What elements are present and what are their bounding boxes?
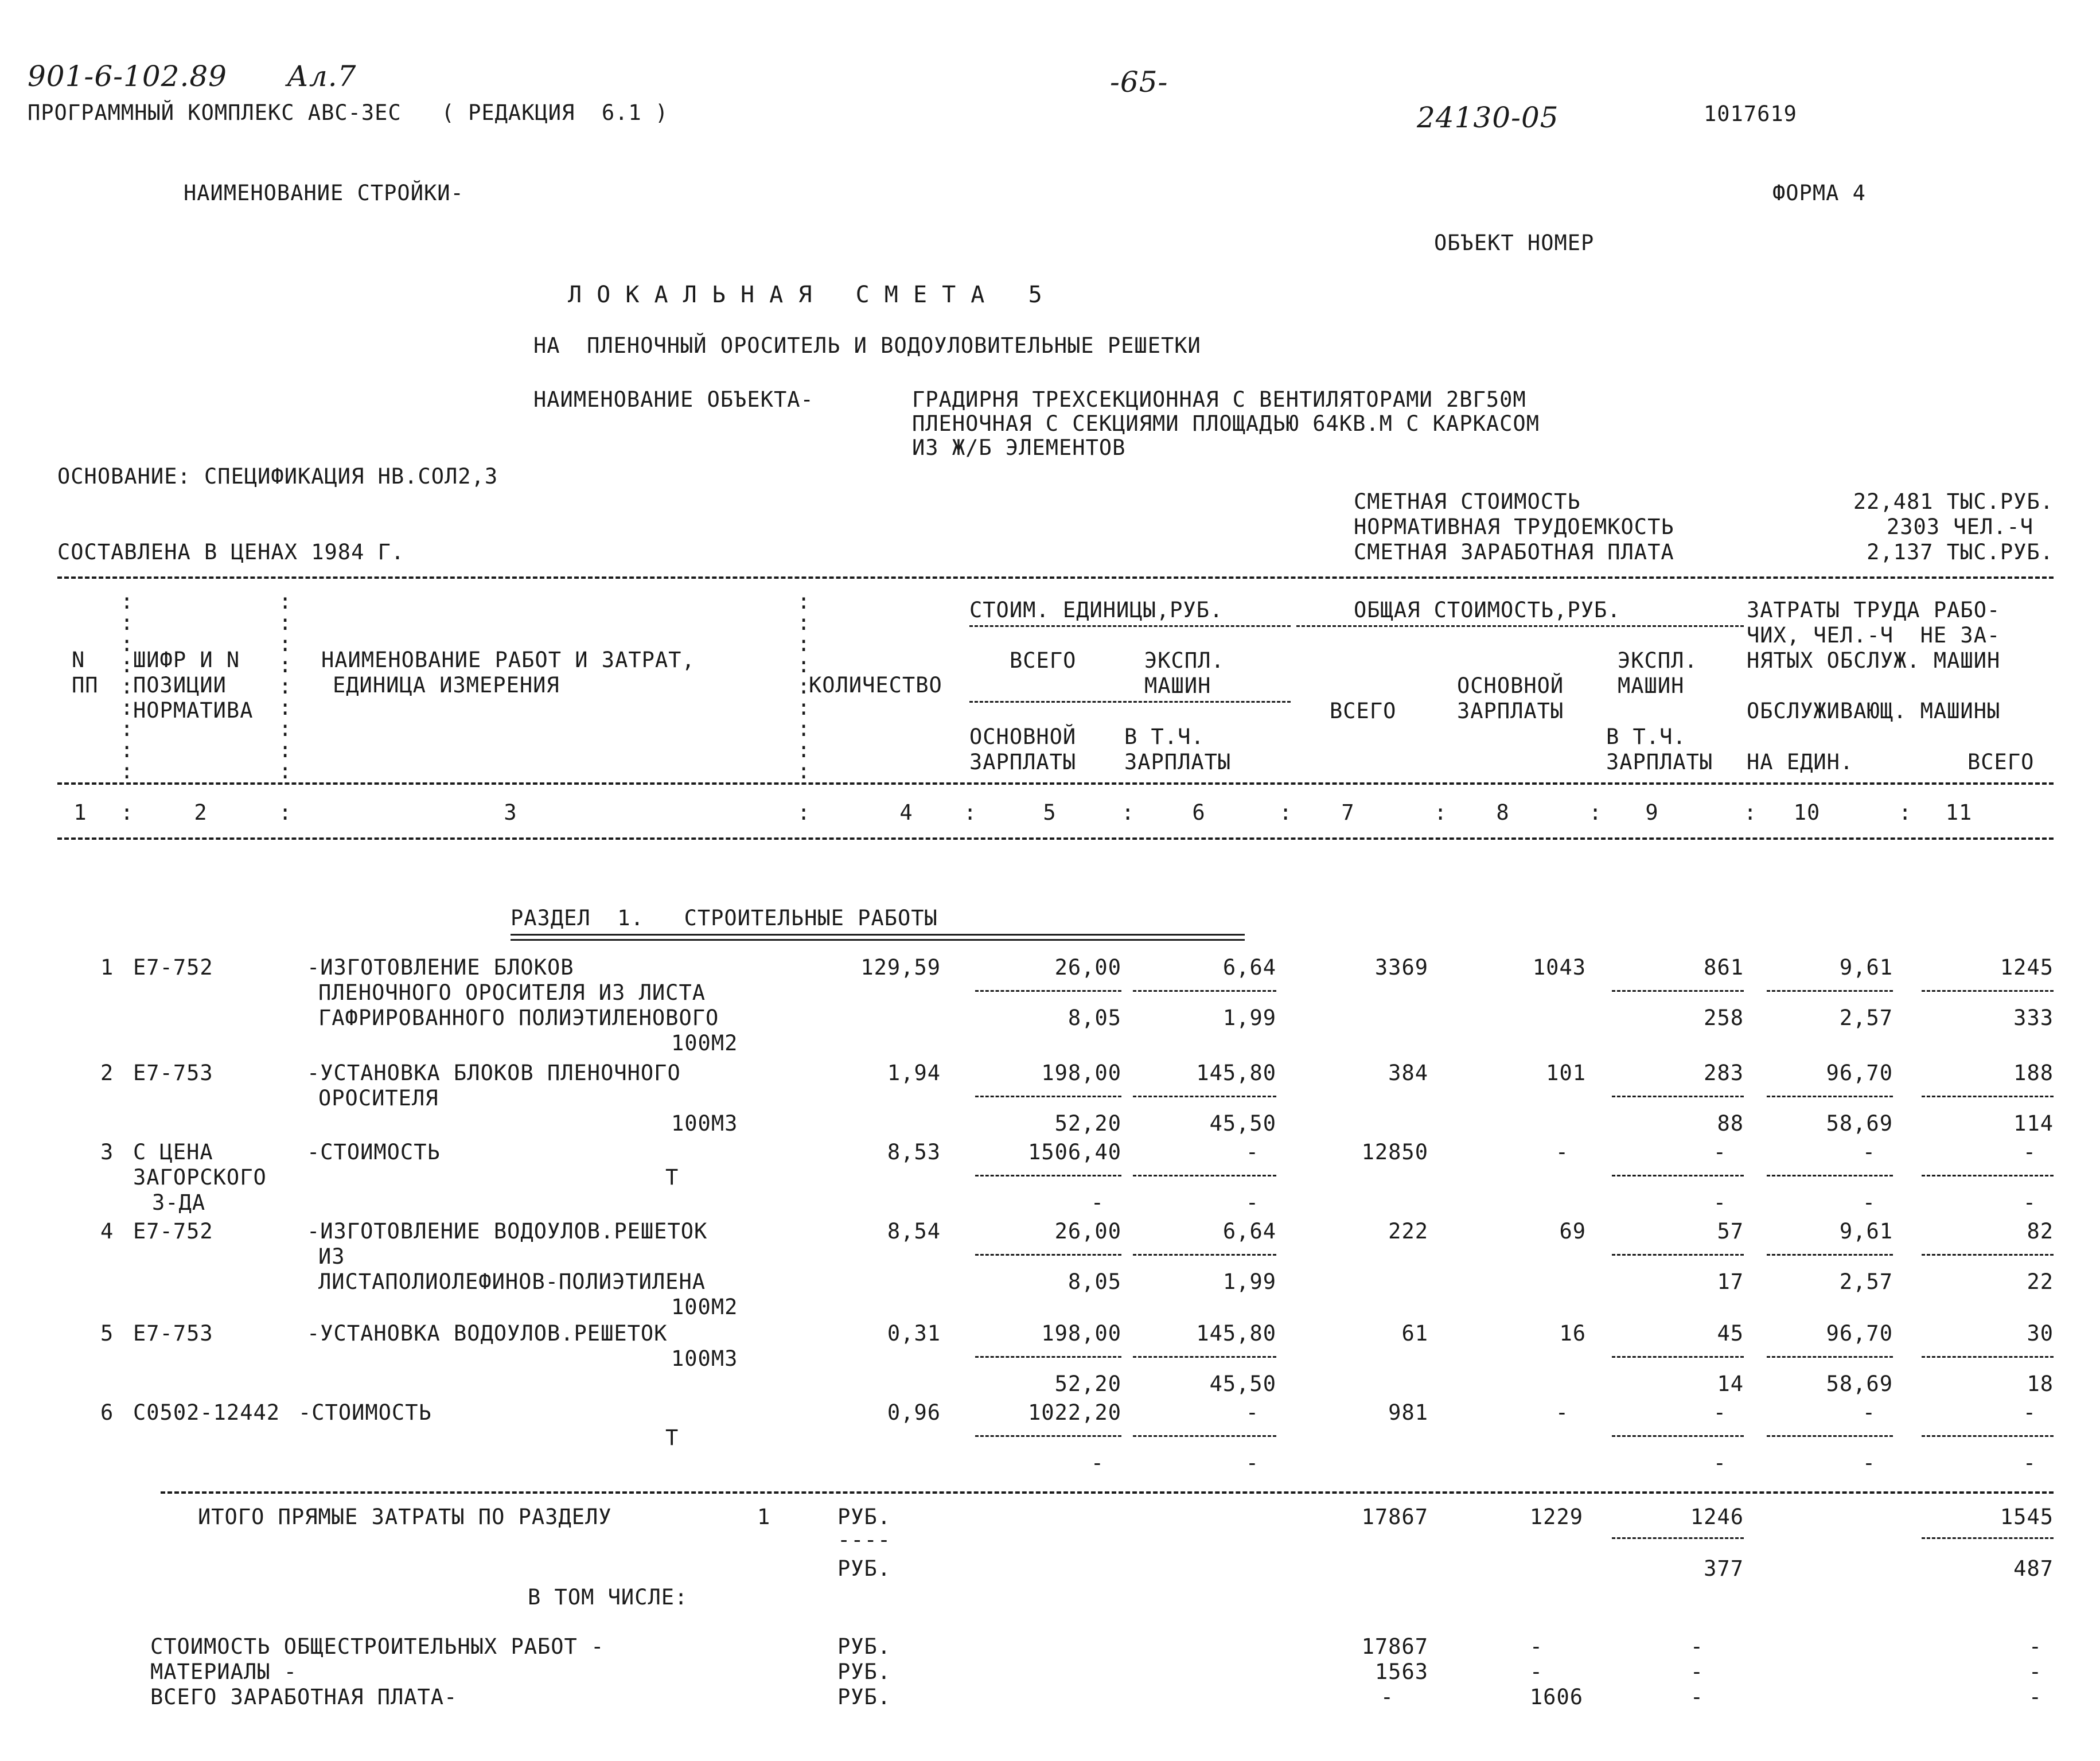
- hdr-rule-unit: [969, 625, 1291, 627]
- hdr-c10: НА ЕДИН.: [1747, 750, 1854, 774]
- hdr-col2-c: НОРМАТИВА: [133, 698, 254, 723]
- row-name: -УСТАНОВКА БЛОКОВ ПЛЕНОЧНОГО: [307, 1061, 681, 1085]
- summary-label-wages: СМЕТНАЯ ЗАРАБОТНАЯ ПЛАТА: [1354, 540, 1674, 564]
- row-c9: 861: [1704, 955, 1744, 980]
- row-c5b: -: [1090, 1190, 1104, 1215]
- hdr-labor-sub: ОБСЛУЖИВАЮЩ. МАШИНЫ: [1747, 699, 2001, 723]
- row-unit: 100М3: [671, 1111, 738, 1136]
- breakdown-currency: РУБ.: [837, 1634, 891, 1659]
- col-num: 3: [504, 800, 517, 825]
- row-c6b: 45,50: [1209, 1372, 1276, 1396]
- row-name: ОРОСИТЕЛЯ: [318, 1086, 439, 1111]
- hdr-c6b-a: В Т.Ч.: [1124, 724, 1205, 749]
- row-c6b: -: [1245, 1451, 1259, 1475]
- row-c11: 30: [2027, 1321, 2054, 1346]
- row-rule-c6: [1133, 1356, 1276, 1358]
- row-c10: 96,70: [1826, 1061, 1893, 1085]
- row-rule-c9: [1612, 1254, 1744, 1256]
- row-number: 3: [100, 1140, 114, 1164]
- program-name: ПРОГРАММНЫЙ КОМПЛЕКС АВС-3ЕС ( РЕДАКЦИЯ 6.1 ): [28, 100, 669, 125]
- hdr-rule-total: [1296, 625, 1744, 627]
- totals-c11: 1545: [2000, 1505, 2054, 1529]
- row-c5: 26,00: [1054, 955, 1121, 980]
- row-name: ГАФРИРОВАННОГО ПОЛИЭТИЛЕНОВОГО: [318, 1006, 719, 1030]
- row-c11: 82: [2027, 1219, 2054, 1244]
- object-name-label: НАИМЕНОВАНИЕ ОБЪЕКТА-: [533, 387, 814, 412]
- totals-currency-2: РУБ.: [837, 1556, 891, 1581]
- row-c6: 145,80: [1196, 1321, 1276, 1346]
- row-c8: -: [1555, 1140, 1569, 1164]
- row-rule-c6: [1133, 1435, 1276, 1437]
- row-rule-c6: [1133, 1175, 1276, 1176]
- row-rule-c10: [1767, 1254, 1893, 1256]
- hdr-c6-b: МАШИН: [1144, 673, 1211, 698]
- row-rule-c10: [1767, 1356, 1893, 1358]
- hdr-c9b-b: ЗАРПЛАТЫ: [1606, 750, 1713, 774]
- row-c5b: -: [1090, 1451, 1104, 1475]
- row-rule-c11: [1922, 1254, 2054, 1256]
- header-bottom-rule: [57, 837, 2054, 840]
- hdr-c8-a: ОСНОВНОЙ: [1457, 673, 1564, 698]
- hdr-total-cost: ОБЩАЯ СТОИМОСТЬ,РУБ.: [1354, 598, 1621, 622]
- row-c5: 1506,40: [1028, 1140, 1121, 1164]
- row-c5b: 52,20: [1054, 1372, 1121, 1396]
- row-c6: -: [1245, 1400, 1259, 1425]
- row-rule-c9: [1612, 990, 1744, 992]
- page-title: Л О К А Л Ь Н А Я С М Е Т А 5: [568, 282, 1043, 308]
- col-num: 9: [1645, 800, 1659, 825]
- summary-label-labor: НОРМАТИВНАЯ ТРУДОЕМКОСТЬ: [1354, 515, 1674, 539]
- row-c8: 69: [1559, 1219, 1586, 1244]
- row-rule-c11: [1922, 1096, 2054, 1097]
- row-c9b: 258: [1704, 1006, 1744, 1030]
- breakdown-c9: -: [1690, 1685, 1704, 1709]
- row-c9: 283: [1704, 1061, 1744, 1085]
- object-number-label: ОБЪЕКТ НОМЕР: [1434, 231, 1595, 255]
- row-c6b: 1,99: [1222, 1269, 1276, 1294]
- row-c10: -: [1862, 1400, 1876, 1425]
- section-title: РАЗДЕЛ 1. СТРОИТЕЛЬНЫЕ РАБОТЫ: [511, 906, 938, 930]
- breakdown-c8: 1606: [1529, 1685, 1583, 1709]
- row-code: Е7-753: [133, 1061, 213, 1085]
- row-c7: 3369: [1374, 955, 1428, 980]
- row-c10: 9,61: [1839, 955, 1893, 980]
- row-number: 4: [100, 1219, 114, 1244]
- row-c7: 222: [1388, 1219, 1428, 1244]
- hdr-unit-cost: СТОИМ. ЕДИНИЦЫ,РУБ.: [969, 598, 1224, 622]
- row-c11: 188: [2013, 1061, 2054, 1085]
- row-rule-c6: [1133, 1254, 1276, 1256]
- estimate-subject: НА ПЛЕНОЧНЫЙ ОРОСИТЕЛЬ И ВОДОУЛОВИТЕЛЬНЫЕ РЕШЕТКИ: [533, 333, 1201, 358]
- col-num: 10: [1793, 800, 1821, 825]
- row-qty: 0,31: [887, 1321, 941, 1346]
- totals-including: В ТОМ ЧИСЛЕ:: [528, 1585, 688, 1610]
- row-c11b: 18: [2027, 1372, 2054, 1396]
- row-qty: 1,94: [887, 1061, 941, 1085]
- row-name: ЛИСТАПОЛИОЛЕФИНОВ-ПОЛИЭТИЛЕНА: [318, 1269, 706, 1294]
- hdr-c7: ВСЕГО: [1330, 699, 1397, 723]
- row-c6b: -: [1245, 1190, 1259, 1215]
- hdr-col3-a: НАИМЕНОВАНИЕ РАБОТ И ЗАТРАТ,: [321, 648, 695, 672]
- hdr-c8-b: ЗАРПЛАТЫ: [1457, 699, 1564, 723]
- totals-c8: 1229: [1529, 1505, 1583, 1529]
- row-c6: 6,64: [1222, 955, 1276, 980]
- totals-dashes: ----: [837, 1528, 891, 1552]
- row-rule-c9: [1612, 1096, 1744, 1097]
- object-name-line-2: ПЛЕНОЧНАЯ С СЕКЦИЯМИ ПЛОЩАДЬЮ 64КВ.М С КАРКАСОМ: [912, 411, 1540, 436]
- row-c10: -: [1862, 1140, 1876, 1164]
- row-c6b: 45,50: [1209, 1111, 1276, 1136]
- row-rule-c10: [1767, 1175, 1893, 1176]
- breakdown-c9: -: [1690, 1659, 1704, 1684]
- row-code-3: 3-ДА: [152, 1190, 206, 1215]
- col-num: 5: [1043, 800, 1057, 825]
- row-rule-c6: [1133, 990, 1276, 992]
- summary-value-wages: 2,137 ТЫС.РУБ.: [1867, 540, 2054, 564]
- prices-line: СОСТАВЛЕНА В ЦЕНАХ 1984 Г.: [57, 540, 405, 564]
- row-c10b: -: [1862, 1451, 1876, 1475]
- row-c9b: 88: [1717, 1111, 1744, 1136]
- basis-line: ОСНОВАНИЕ: СПЕЦИФИКАЦИЯ НВ.СОЛ2,3: [57, 464, 498, 489]
- row-unit: 100М2: [671, 1031, 738, 1055]
- row-rule-c10: [1767, 1435, 1893, 1437]
- breakdown-label: СТОИМОСТЬ ОБЩЕСТРОИТЕЛЬНЫХ РАБОТ -: [150, 1634, 605, 1659]
- row-c10: 96,70: [1826, 1321, 1893, 1346]
- hdr-c9b-a: В Т.Ч.: [1606, 724, 1686, 749]
- row-c6: 145,80: [1196, 1061, 1276, 1085]
- section-underline: [511, 934, 1245, 941]
- object-name-line-3: ИЗ Ж/Б ЭЛЕМЕНТОВ: [912, 435, 1126, 460]
- row-c9: 45: [1717, 1321, 1744, 1346]
- row-c5: 198,00: [1041, 1061, 1121, 1085]
- row-unit: Т: [665, 1165, 679, 1190]
- hdr-c5b-b: ЗАРПЛАТЫ: [969, 750, 1077, 774]
- row-c9b: -: [1713, 1190, 1727, 1215]
- col-num: 6: [1192, 800, 1206, 825]
- document-id: 1017619: [1704, 102, 1797, 126]
- hdr-labor-3: НЯТЫХ ОБСЛУЖ. МАШИН: [1747, 648, 2001, 673]
- row-c11b: 114: [2013, 1111, 2054, 1136]
- row-unit: Т: [665, 1425, 679, 1450]
- row-c9b: 17: [1717, 1269, 1744, 1294]
- hdr-c9-b: МАШИН: [1618, 673, 1685, 698]
- row-c9b: 14: [1717, 1372, 1744, 1396]
- breakdown-c11: -: [2028, 1685, 2042, 1709]
- row-qty: 129,59: [860, 955, 941, 980]
- row-rule-c5: [975, 990, 1121, 992]
- summary-label-cost: СМЕТНАЯ СТОИМОСТЬ: [1354, 489, 1581, 514]
- row-c6b: 1,99: [1222, 1006, 1276, 1030]
- col-num: 2: [194, 800, 208, 825]
- hdr-col1-b: ПП: [72, 673, 99, 698]
- col-num: 1: [73, 800, 87, 825]
- hdr-rule-unit-2: [969, 701, 1291, 703]
- hdr-col1-a: N: [72, 648, 85, 672]
- row-c10b: 58,69: [1826, 1111, 1893, 1136]
- hdr-col3-b: ЕДИНИЦА ИЗМЕРЕНИЯ: [333, 673, 560, 698]
- breakdown-currency: РУБ.: [837, 1685, 891, 1709]
- construction-name-label: НАИМЕНОВАНИЕ СТРОЙКИ-: [184, 181, 464, 205]
- totals-rule: [161, 1491, 2054, 1494]
- row-rule-c11: [1922, 990, 2054, 992]
- row-c5: 198,00: [1041, 1321, 1121, 1346]
- row-number: 5: [100, 1321, 114, 1346]
- totals-c9b: 377: [1704, 1556, 1744, 1581]
- row-name: ИЗ: [318, 1244, 345, 1269]
- row-c8: -: [1555, 1400, 1569, 1425]
- row-name: -ИЗГОТОВЛЕНИЕ ВОДОУЛОВ.РЕШЕТОК: [307, 1219, 708, 1244]
- row-c7: 61: [1401, 1321, 1428, 1346]
- row-c7: 384: [1388, 1061, 1428, 1085]
- row-code: С0502-12442: [133, 1400, 280, 1425]
- breakdown-c9: -: [1690, 1634, 1704, 1659]
- hdr-col4: КОЛИЧЕСТВО: [809, 673, 942, 698]
- hdr-c11: ВСЕГО: [1967, 750, 2035, 774]
- handwritten-project-code: 901-6-102.89: [28, 60, 227, 93]
- page-number: -65-: [1110, 65, 1168, 99]
- row-c7: 12850: [1361, 1140, 1428, 1164]
- summary-value-labor: 2303 ЧЕЛ.-Ч: [1886, 515, 2033, 539]
- summary-value-cost: 22,481 ТЫС.РУБ.: [1853, 489, 2054, 514]
- col-num: 4: [899, 800, 913, 825]
- totals-sub-rule-9: [1612, 1537, 1744, 1539]
- totals-c11b: 487: [2013, 1556, 2054, 1581]
- hdr-c6-a: ЭКСПЛ.: [1144, 648, 1225, 673]
- row-code: Е7-753: [133, 1321, 213, 1346]
- row-rule-c11: [1922, 1175, 2054, 1176]
- row-c9: -: [1713, 1400, 1727, 1425]
- row-c11b: -: [2023, 1190, 2036, 1215]
- breakdown-label: ВСЕГО ЗАРАБОТНАЯ ПЛАТА-: [150, 1685, 458, 1709]
- row-c6: 6,64: [1222, 1219, 1276, 1244]
- row-c11b: 22: [2027, 1269, 2054, 1294]
- hdr-c5: ВСЕГО: [1010, 648, 1077, 673]
- row-c11: -: [2023, 1400, 2036, 1425]
- row-number: 1: [100, 955, 114, 980]
- row-c10b: -: [1862, 1190, 1876, 1215]
- row-c9: -: [1713, 1140, 1727, 1164]
- row-c10b: 2,57: [1839, 1269, 1893, 1294]
- row-c5b: 52,20: [1054, 1111, 1121, 1136]
- row-c5: 1022,20: [1028, 1400, 1121, 1425]
- row-name: ПЛЕНОЧНОГО ОРОСИТЕЛЯ ИЗ ЛИСТА: [318, 980, 706, 1005]
- row-rule-c9: [1612, 1435, 1744, 1437]
- row-c11b: -: [2023, 1451, 2036, 1475]
- row-rule-c9: [1612, 1175, 1744, 1176]
- row-rule-c5: [975, 1175, 1121, 1176]
- row-rule-c5: [975, 1254, 1121, 1256]
- row-name: -УСТАНОВКА ВОДОУЛОВ.РЕШЕТОК: [307, 1321, 668, 1346]
- hdr-col2-b: ПОЗИЦИИ: [133, 673, 227, 698]
- row-rule-c11: [1922, 1435, 2054, 1437]
- row-number: 2: [100, 1061, 114, 1085]
- breakdown-label: МАТЕРИАЛЫ -: [150, 1659, 298, 1684]
- hdr-c9-a: ЭКСПЛ.: [1618, 648, 1698, 673]
- row-rule-c5: [975, 1096, 1121, 1097]
- row-c10: 9,61: [1839, 1219, 1893, 1244]
- row-rule-c10: [1767, 990, 1893, 992]
- row-c11: 1245: [2000, 955, 2054, 980]
- breakdown-c7: 17867: [1361, 1634, 1428, 1659]
- row-c9: 57: [1717, 1219, 1744, 1244]
- row-code: Е7-752: [133, 955, 213, 980]
- row-code: С ЦЕНА: [133, 1140, 213, 1164]
- breakdown-c8: -: [1529, 1659, 1543, 1684]
- row-qty: 8,54: [887, 1219, 941, 1244]
- row-c10b: 58,69: [1826, 1372, 1893, 1396]
- row-c5b: 8,05: [1067, 1269, 1121, 1294]
- hdr-c6b-b: ЗАРПЛАТЫ: [1124, 750, 1232, 774]
- row-c9b: -: [1713, 1451, 1727, 1475]
- row-qty: 8,53: [887, 1140, 941, 1164]
- row-c10b: 2,57: [1839, 1006, 1893, 1030]
- header-top-rule: [57, 576, 2054, 579]
- row-c11b: 333: [2013, 1006, 2054, 1030]
- hdr-labor-1: ЗАТРАТЫ ТРУДА РАБО-: [1747, 598, 2001, 622]
- object-name-line-1: ГРАДИРНЯ ТРЕХСЕКЦИОННАЯ С ВЕНТИЛЯТОРАМИ 2ВГ50М: [912, 387, 1526, 412]
- row-unit: 100М3: [671, 1346, 738, 1371]
- totals-sub-rule-11: [1922, 1537, 2054, 1539]
- hdr-col2-a: ШИФР И N: [133, 648, 240, 672]
- col-num: 7: [1341, 800, 1355, 825]
- row-c8: 1043: [1532, 955, 1586, 980]
- row-unit: 100М2: [671, 1295, 738, 1319]
- totals-section-no: 1: [757, 1505, 771, 1529]
- breakdown-currency: РУБ.: [837, 1659, 891, 1684]
- row-c8: 101: [1546, 1061, 1586, 1085]
- row-qty: 0,96: [887, 1400, 941, 1425]
- row-rule-c6: [1133, 1096, 1276, 1097]
- row-number: 6: [100, 1400, 114, 1425]
- row-c5: 26,00: [1054, 1219, 1121, 1244]
- row-c5b: 8,05: [1067, 1006, 1121, 1030]
- row-name: -СТОИМОСТЬ: [307, 1140, 441, 1164]
- breakdown-c11: -: [2028, 1634, 2042, 1659]
- totals-c7: 17867: [1361, 1505, 1428, 1529]
- row-c11: -: [2023, 1140, 2036, 1164]
- form-label: ФОРМА 4: [1772, 181, 1866, 205]
- row-name: -СТОИМОСТЬ: [298, 1400, 432, 1425]
- row-c7: 981: [1388, 1400, 1428, 1425]
- col-num: 8: [1496, 800, 1510, 825]
- breakdown-c8: -: [1529, 1634, 1543, 1659]
- row-rule-c5: [975, 1435, 1121, 1437]
- handwritten-album: Ал.7: [287, 60, 357, 93]
- row-rule-c11: [1922, 1356, 2054, 1358]
- row-c8: 16: [1559, 1321, 1586, 1346]
- col-num: 11: [1945, 800, 1973, 825]
- row-rule-c5: [975, 1356, 1121, 1358]
- hdr-labor-2: ЧИХ, ЧЕЛ.-Ч НЕ ЗА-: [1747, 623, 2001, 648]
- row-c6: -: [1245, 1140, 1259, 1164]
- breakdown-c7: -: [1380, 1685, 1394, 1709]
- header-mid-rule: [57, 782, 2054, 785]
- totals-currency: РУБ.: [837, 1505, 891, 1529]
- totals-c9: 1246: [1690, 1505, 1744, 1529]
- breakdown-c7: 1563: [1374, 1659, 1428, 1684]
- row-rule-c9: [1612, 1356, 1744, 1358]
- hdr-c5b-a: ОСНОВНОЙ: [969, 724, 1077, 749]
- totals-label: ИТОГО ПРЯМЫЕ ЗАТРАТЫ ПО РАЗДЕЛУ: [198, 1505, 612, 1529]
- row-code-2: ЗАГОРСКОГО: [133, 1165, 267, 1190]
- breakdown-c11: -: [2028, 1659, 2042, 1684]
- row-name: -ИЗГОТОВЛЕНИЕ БЛОКОВ: [307, 955, 574, 980]
- row-code: Е7-752: [133, 1219, 213, 1244]
- handwritten-doc-number: 24130-05: [1417, 101, 1559, 134]
- row-rule-c10: [1767, 1096, 1893, 1097]
